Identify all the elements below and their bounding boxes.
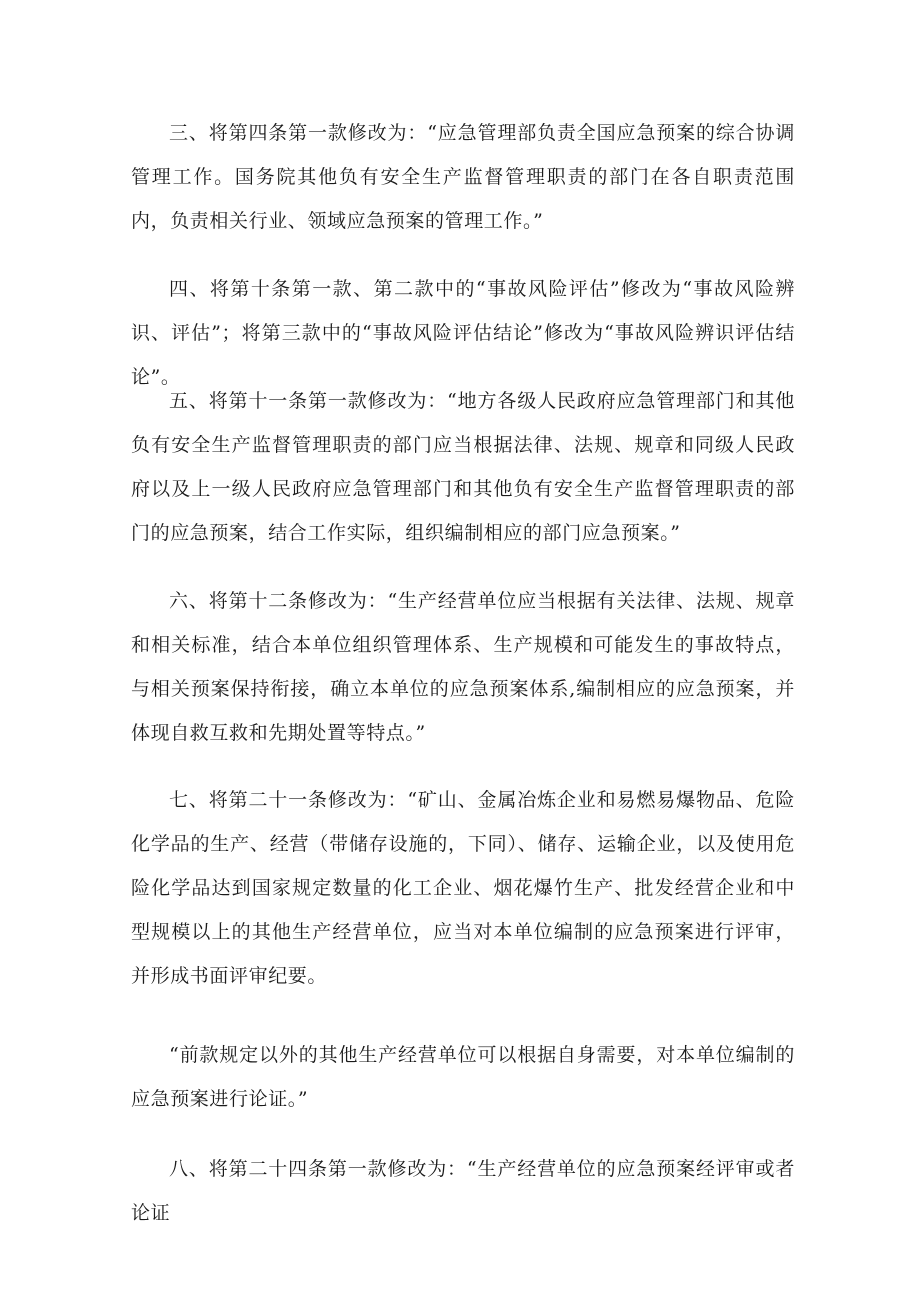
article-7-second-paragraph: “前款规定以外的其他生产经营单位可以根据自身需要，对本单位编制的应急预案进行论证。” (131, 1044, 795, 1110)
article-6-amendment: 六、将第十二条修改为：“生产经营单位应当根据有关法律、法规、规章和相关标准，结合本单位组织管理体系、生产规模和可能发生的事故特点，与相关预案保持衔接，确立本单位的应急预案体系,编制相应的应急预案，并体现自救互救和先期处置等特点。” (131, 590, 795, 744)
article-7-amendment: 七、将第二十一条修改为：“矿山、金属冶炼企业和易燃易爆物品、危险化学品的生产、经营（带储存设施的，下同）、储存、运输企业，以及使用危险化学品达到国家规定数量的化工企业、烟花爆竹生产、批发经营企业和中型规模以上的其他生产经营单位，应当对本单位编制的应急预案进行评审，并形成书面评审纪要。 (131, 789, 795, 987)
article-8-amendment: 八、将第二十四条第一款修改为：“生产经营单位的应急预案经评审或者论证 (131, 1158, 795, 1224)
article-5-amendment: 五、将第十一条第一款修改为：“地方各级人民政府应急管理部门和其他负有安全生产监督管理职责的部门应当根据法律、法规、规章和同级人民政府以及上一级人民政府应急管理部门和其他负有安全生产监督管理职责的部门的应急预案，结合工作实际，组织编制相应的部门应急预案。” (131, 390, 795, 544)
article-4-amendment: 四、将第十条第一款、第二款中的“事故风险评估”修改为“事故风险辨识、评估”；将第三款中的“事故风险评估结论”修改为“事故风险辨识评估结论”。 (131, 278, 795, 388)
article-3-amendment: 三、将第四条第一款修改为：“应急管理部负责全国应急预案的综合协调管理工作。国务院其他负有安全生产监督管理职责的部门在各自职责范围内，负责相关行业、领域应急预案的管理工作。” (131, 122, 795, 232)
